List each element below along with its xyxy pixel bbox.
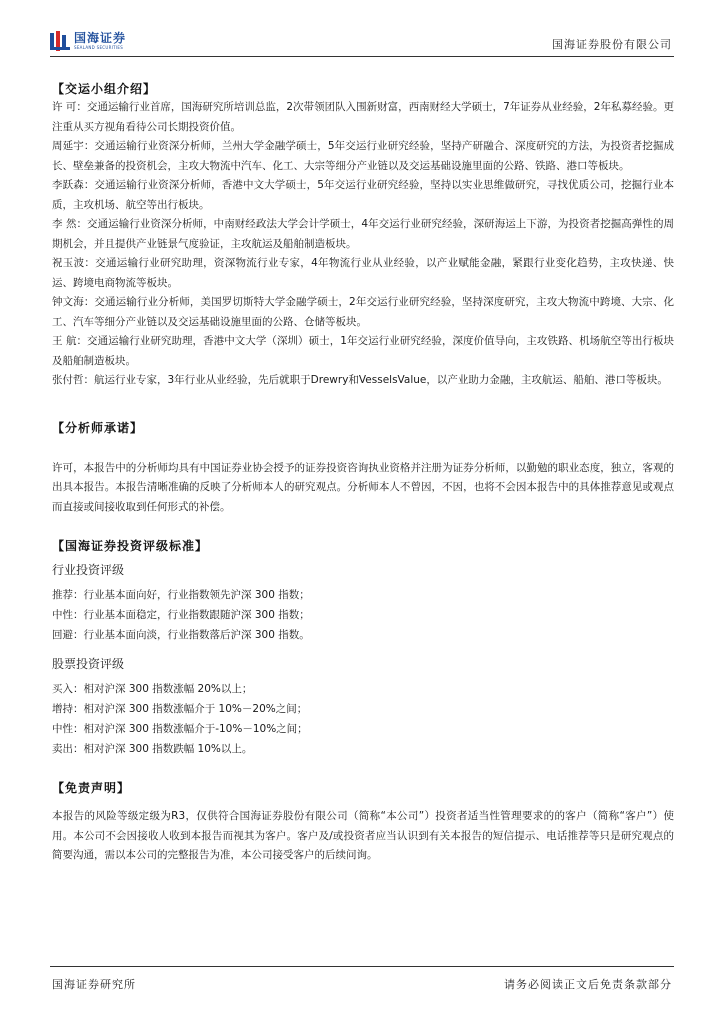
- footer-institute: 国海证券研究所: [52, 978, 136, 991]
- team-member: 祝玉波：交通运输行业研究助理，资深物流行业专家，4年物流行业从业经验，以产业赋能金融，紧跟行业变化趋势，主攻快递、快运、跨境电商物流等板块。: [52, 257, 674, 289]
- stock-rating-title: 股票投资评级: [52, 657, 125, 671]
- commitment-text: 许可，本报告中的分析师均具有中国证券业协会授予的证券投资咨询执业资格并注册为证券分析师，以勤勉的职业态度，独立，客观的出具本报告。本报告清晰准确的反映了分析师本人的研究观点。分析师本人不曾因，不因，也将不会因本报告中的具体推荐意见或观点而直接或间接收取到任何形式的补偿。: [52, 461, 674, 513]
- logo-mark-icon: [50, 31, 70, 51]
- stock-rating-item: 中性：相对沪深 300 指数涨幅介于-10%－10%之间；: [52, 723, 308, 735]
- header-company-name: 国海证券股份有限公司: [552, 38, 672, 51]
- team-list: [52, 98, 674, 391]
- stock-rating-item: 卖出：相对沪深 300 指数跌幅 10%以上。: [52, 743, 253, 755]
- disclaimer-text: 本报告的风险等级定级为R3，仅供符合国海证券股份有限公司（简称“本公司”）投资者适当性管理要求的的客户（简称“客户”）使用。本公司不会因接收人收到本报告而视其为客户。客户及/或投资者应当认识到有关本报告的短信提示、电话推荐等只是研究观点的简要沟通，需以本公司的完整报告为准，本公司接受客户的后续问询。: [52, 810, 674, 861]
- team-member: 张付哲：航运行业专家，3年行业从业经验，先后就职于Drewry和VesselsValue，以产业助力金融，主攻航运、船舶、港口等板块。: [52, 374, 668, 386]
- header-divider: [50, 56, 674, 57]
- team-heading: 【交运小组介绍】: [52, 82, 157, 96]
- team-member: 周延宇：交通运输行业资深分析师，兰州大学金融学硕士，5年交运行业研究经验，坚持产研融合、深度研究的方法，为投资者挖掘成长、壁垒兼备的投资机会，主攻大物流中汽车、化工、大宗等细分产业链以及交运基础设施里面的公路、铁路、港口等板块。: [52, 140, 674, 172]
- industry-rating-item: 推荐：行业基本面向好，行业指数领先沪深 300 指数；: [52, 589, 310, 601]
- rating-heading: 【国海证券投资评级标准】: [52, 539, 209, 553]
- team-member: 许 可：交通运输行业首席，国海研究所培训总监，2次带领团队入围新财富，西南财经大学硕士，7年证券从业经验，2年私募经验。更注重从买方视角看待公司长期投资价值。: [52, 101, 674, 133]
- stock-rating-item: 买入：相对沪深 300 指数涨幅 20%以上；: [52, 683, 253, 695]
- team-member: 李跃森：交通运输行业资深分析师，香港中文大学硕士，5年交运行业研究经验，坚持以实业思维做研究，寻找优质公司，挖掘行业本质，主攻机场、航空等出行板块。: [52, 179, 674, 211]
- industry-rating-item: 中性：行业基本面稳定，行业指数跟随沪深 300 指数；: [52, 609, 310, 621]
- logo-subtext: SEALAND SECURITIES: [74, 45, 124, 50]
- team-member: 李 然：交通运输行业资深分析师，中南财经政法大学会计学硕士，4年交运行业研究经验，深研海运上下游，为投资者挖掘高弹性的周期机会，并且提供产业链景气度验证，主攻航运及船舶制造板块。: [52, 218, 674, 250]
- logo-text: 国海证券: [74, 31, 127, 45]
- footer-notice: 请务必阅读正文后免责条款部分: [504, 978, 672, 991]
- stock-rating-item: 增持：相对沪深 300 指数涨幅介于 10%－20%之间；: [52, 703, 308, 715]
- industry-rating-title: 行业投资评级: [52, 563, 125, 577]
- page-content: [52, 80, 674, 866]
- team-member: 王 航：交通运输行业研究助理，香港中文大学（深圳）硕士，1年交运行业研究经验，深度价值导向，主攻铁路、机场航空等出行板块及船舶制造板块。: [52, 335, 674, 367]
- company-logo: [50, 30, 126, 52]
- footer-divider: [50, 966, 674, 967]
- disclaimer-heading: 【免责声明】: [52, 781, 131, 795]
- commitment-heading: 【分析师承诺】: [52, 420, 144, 435]
- industry-rating-item: 回避：行业基本面向淡，行业指数落后沪深 300 指数。: [52, 629, 310, 641]
- team-member: 钟文海：交通运输行业分析师，美国罗切斯特大学金融学硕士，2年交运行业研究经验，坚持深度研究，主攻大物流中跨境、大宗、化工、汽车等细分产业链以及交运基础设施里面的公路、仓储等板块。: [52, 296, 674, 328]
